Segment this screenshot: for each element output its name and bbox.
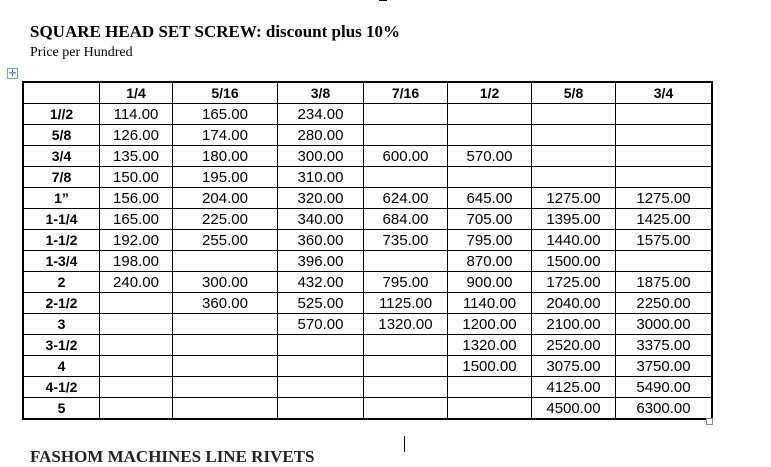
page-title: SQUARE HEAD SET SCREW: discount plus 10%: [30, 22, 401, 41]
price-cell: 340.00: [278, 209, 364, 230]
price-table: [22, 81, 713, 420]
price-cell: 1275.00: [532, 188, 616, 209]
table-resize-handle[interactable]: [706, 418, 713, 425]
price-cell: 3075.00: [532, 356, 616, 377]
row-size-label: 1”: [23, 188, 100, 209]
price-cell: 156.00: [100, 188, 173, 209]
price-cell: [364, 356, 448, 377]
price-cell: 165.00: [173, 104, 278, 125]
price-cell: [173, 335, 278, 356]
column-header: 1/2: [448, 82, 532, 104]
row-size-label: 3/4: [23, 146, 100, 167]
price-cell: [100, 335, 173, 356]
price-cell: 150.00: [100, 167, 173, 188]
price-cell: 396.00: [278, 251, 364, 272]
price-cell: [364, 377, 448, 398]
price-cell: 310.00: [278, 167, 364, 188]
row-size-label: 4: [23, 356, 100, 377]
price-cell: 1275.00: [616, 188, 713, 209]
price-cell: [448, 104, 532, 125]
price-cell: [616, 167, 713, 188]
price-cell: [278, 335, 364, 356]
column-header: 1/4: [100, 82, 173, 104]
price-cell: [364, 104, 448, 125]
price-cell: 795.00: [364, 272, 448, 293]
table-row: [23, 251, 712, 272]
table-row: [23, 146, 712, 167]
price-cell: 192.00: [100, 230, 173, 251]
price-cell: 2100.00: [532, 314, 616, 335]
price-cell: [532, 167, 616, 188]
price-cell: 684.00: [364, 209, 448, 230]
price-cell: 1395.00: [532, 209, 616, 230]
price-cell: [532, 104, 616, 125]
table-row: [23, 167, 712, 188]
price-cell: 360.00: [173, 293, 278, 314]
price-cell: 204.00: [173, 188, 278, 209]
price-cell: 240.00: [100, 272, 173, 293]
price-cell: 900.00: [448, 272, 532, 293]
price-cell: [616, 104, 713, 125]
price-cell: 300.00: [278, 146, 364, 167]
row-size-label: 2: [23, 272, 100, 293]
price-cell: 114.00: [100, 104, 173, 125]
table-row: [23, 230, 712, 251]
row-size-label: 1-1/4: [23, 209, 100, 230]
table-row: [23, 104, 712, 125]
price-cell: 3375.00: [616, 335, 713, 356]
price-cell: 1440.00: [532, 230, 616, 251]
table-row: [23, 188, 712, 209]
price-cell: 6300.00: [616, 398, 713, 420]
column-header: 5/8: [532, 82, 616, 104]
row-size-label: 1-3/4: [23, 251, 100, 272]
price-cell: [173, 251, 278, 272]
row-size-label: 3: [23, 314, 100, 335]
cursor-mark: [379, 0, 387, 1]
price-cell: 1575.00: [616, 230, 713, 251]
price-cell: [616, 146, 713, 167]
price-cell: [278, 398, 364, 420]
column-header: 7/16: [364, 82, 448, 104]
row-size-label: 2-1/2: [23, 293, 100, 314]
price-cell: 624.00: [364, 188, 448, 209]
table-row: [23, 356, 712, 377]
table-header-row: [23, 82, 712, 104]
price-cell: 1875.00: [616, 272, 713, 293]
price-cell: [100, 398, 173, 420]
price-cell: 525.00: [278, 293, 364, 314]
price-cell: [532, 125, 616, 146]
page-subtitle: Price per Hundred: [30, 45, 133, 60]
price-cell: [364, 125, 448, 146]
price-cell: [173, 377, 278, 398]
price-cell: 870.00: [448, 251, 532, 272]
price-cell: 1425.00: [616, 209, 713, 230]
column-header: 3/8: [278, 82, 364, 104]
price-cell: [364, 167, 448, 188]
price-cell: [100, 377, 173, 398]
price-cell: 1320.00: [448, 335, 532, 356]
price-cell: [364, 251, 448, 272]
price-cell: [448, 167, 532, 188]
price-cell: 795.00: [448, 230, 532, 251]
row-size-label: 1//2: [23, 104, 100, 125]
price-cell: [278, 377, 364, 398]
table-body: [23, 104, 712, 420]
table-row: [23, 314, 712, 335]
price-cell: 165.00: [100, 209, 173, 230]
price-cell: 705.00: [448, 209, 532, 230]
table-row: [23, 125, 712, 146]
price-cell: [616, 125, 713, 146]
move-cross-icon[interactable]: ✛: [8, 68, 17, 78]
price-cell: 570.00: [278, 314, 364, 335]
table-row: [23, 293, 712, 314]
price-cell: 180.00: [173, 146, 278, 167]
price-cell: 1125.00: [364, 293, 448, 314]
price-cell: 4500.00: [532, 398, 616, 420]
next-section-heading: FASHOM MACHINES LINE RIVETS: [30, 447, 315, 466]
price-cell: [100, 314, 173, 335]
price-cell: 195.00: [173, 167, 278, 188]
price-cell: 234.00: [278, 104, 364, 125]
price-cell: 1200.00: [448, 314, 532, 335]
column-header: 3/4: [616, 82, 713, 104]
price-cell: [173, 314, 278, 335]
price-cell: [448, 125, 532, 146]
price-cell: [173, 356, 278, 377]
price-cell: 5490.00: [616, 377, 713, 398]
price-cell: 320.00: [278, 188, 364, 209]
price-cell: 2520.00: [532, 335, 616, 356]
price-cell: [364, 398, 448, 420]
price-cell: 255.00: [173, 230, 278, 251]
text-caret: [404, 436, 405, 452]
price-cell: 2040.00: [532, 293, 616, 314]
price-cell: 1140.00: [448, 293, 532, 314]
price-cell: 4125.00: [532, 377, 616, 398]
price-cell: 1500.00: [448, 356, 532, 377]
price-cell: 360.00: [278, 230, 364, 251]
table-row: [23, 398, 712, 420]
table-row: [23, 209, 712, 230]
corner-header-cell: [23, 82, 100, 104]
price-cell: 1725.00: [532, 272, 616, 293]
price-cell: 280.00: [278, 125, 364, 146]
price-cell: 1320.00: [364, 314, 448, 335]
price-cell: 126.00: [100, 125, 173, 146]
row-size-label: 5/8: [23, 125, 100, 146]
table-row: [23, 335, 712, 356]
price-cell: 135.00: [100, 146, 173, 167]
price-cell: 645.00: [448, 188, 532, 209]
table-row: [23, 377, 712, 398]
price-cell: [448, 377, 532, 398]
price-cell: [448, 398, 532, 420]
row-size-label: 4-1/2: [23, 377, 100, 398]
price-cell: [616, 251, 713, 272]
price-cell: [100, 293, 173, 314]
price-cell: 600.00: [364, 146, 448, 167]
row-size-label: 5: [23, 398, 100, 420]
price-cell: [100, 356, 173, 377]
price-cell: 2250.00: [616, 293, 713, 314]
price-cell: 3000.00: [616, 314, 713, 335]
price-cell: 570.00: [448, 146, 532, 167]
row-size-label: 1-1/2: [23, 230, 100, 251]
price-cell: [173, 398, 278, 420]
price-cell: 735.00: [364, 230, 448, 251]
price-cell: 225.00: [173, 209, 278, 230]
price-cell: 198.00: [100, 251, 173, 272]
table-row: [23, 272, 712, 293]
price-cell: 174.00: [173, 125, 278, 146]
price-cell: [532, 146, 616, 167]
price-cell: 432.00: [278, 272, 364, 293]
column-header: 5/16: [173, 82, 278, 104]
price-cell: [278, 356, 364, 377]
row-size-label: 3-1/2: [23, 335, 100, 356]
price-cell: 1500.00: [532, 251, 616, 272]
row-size-label: 7/8: [23, 167, 100, 188]
price-cell: [364, 335, 448, 356]
price-cell: 3750.00: [616, 356, 713, 377]
price-cell: 300.00: [173, 272, 278, 293]
